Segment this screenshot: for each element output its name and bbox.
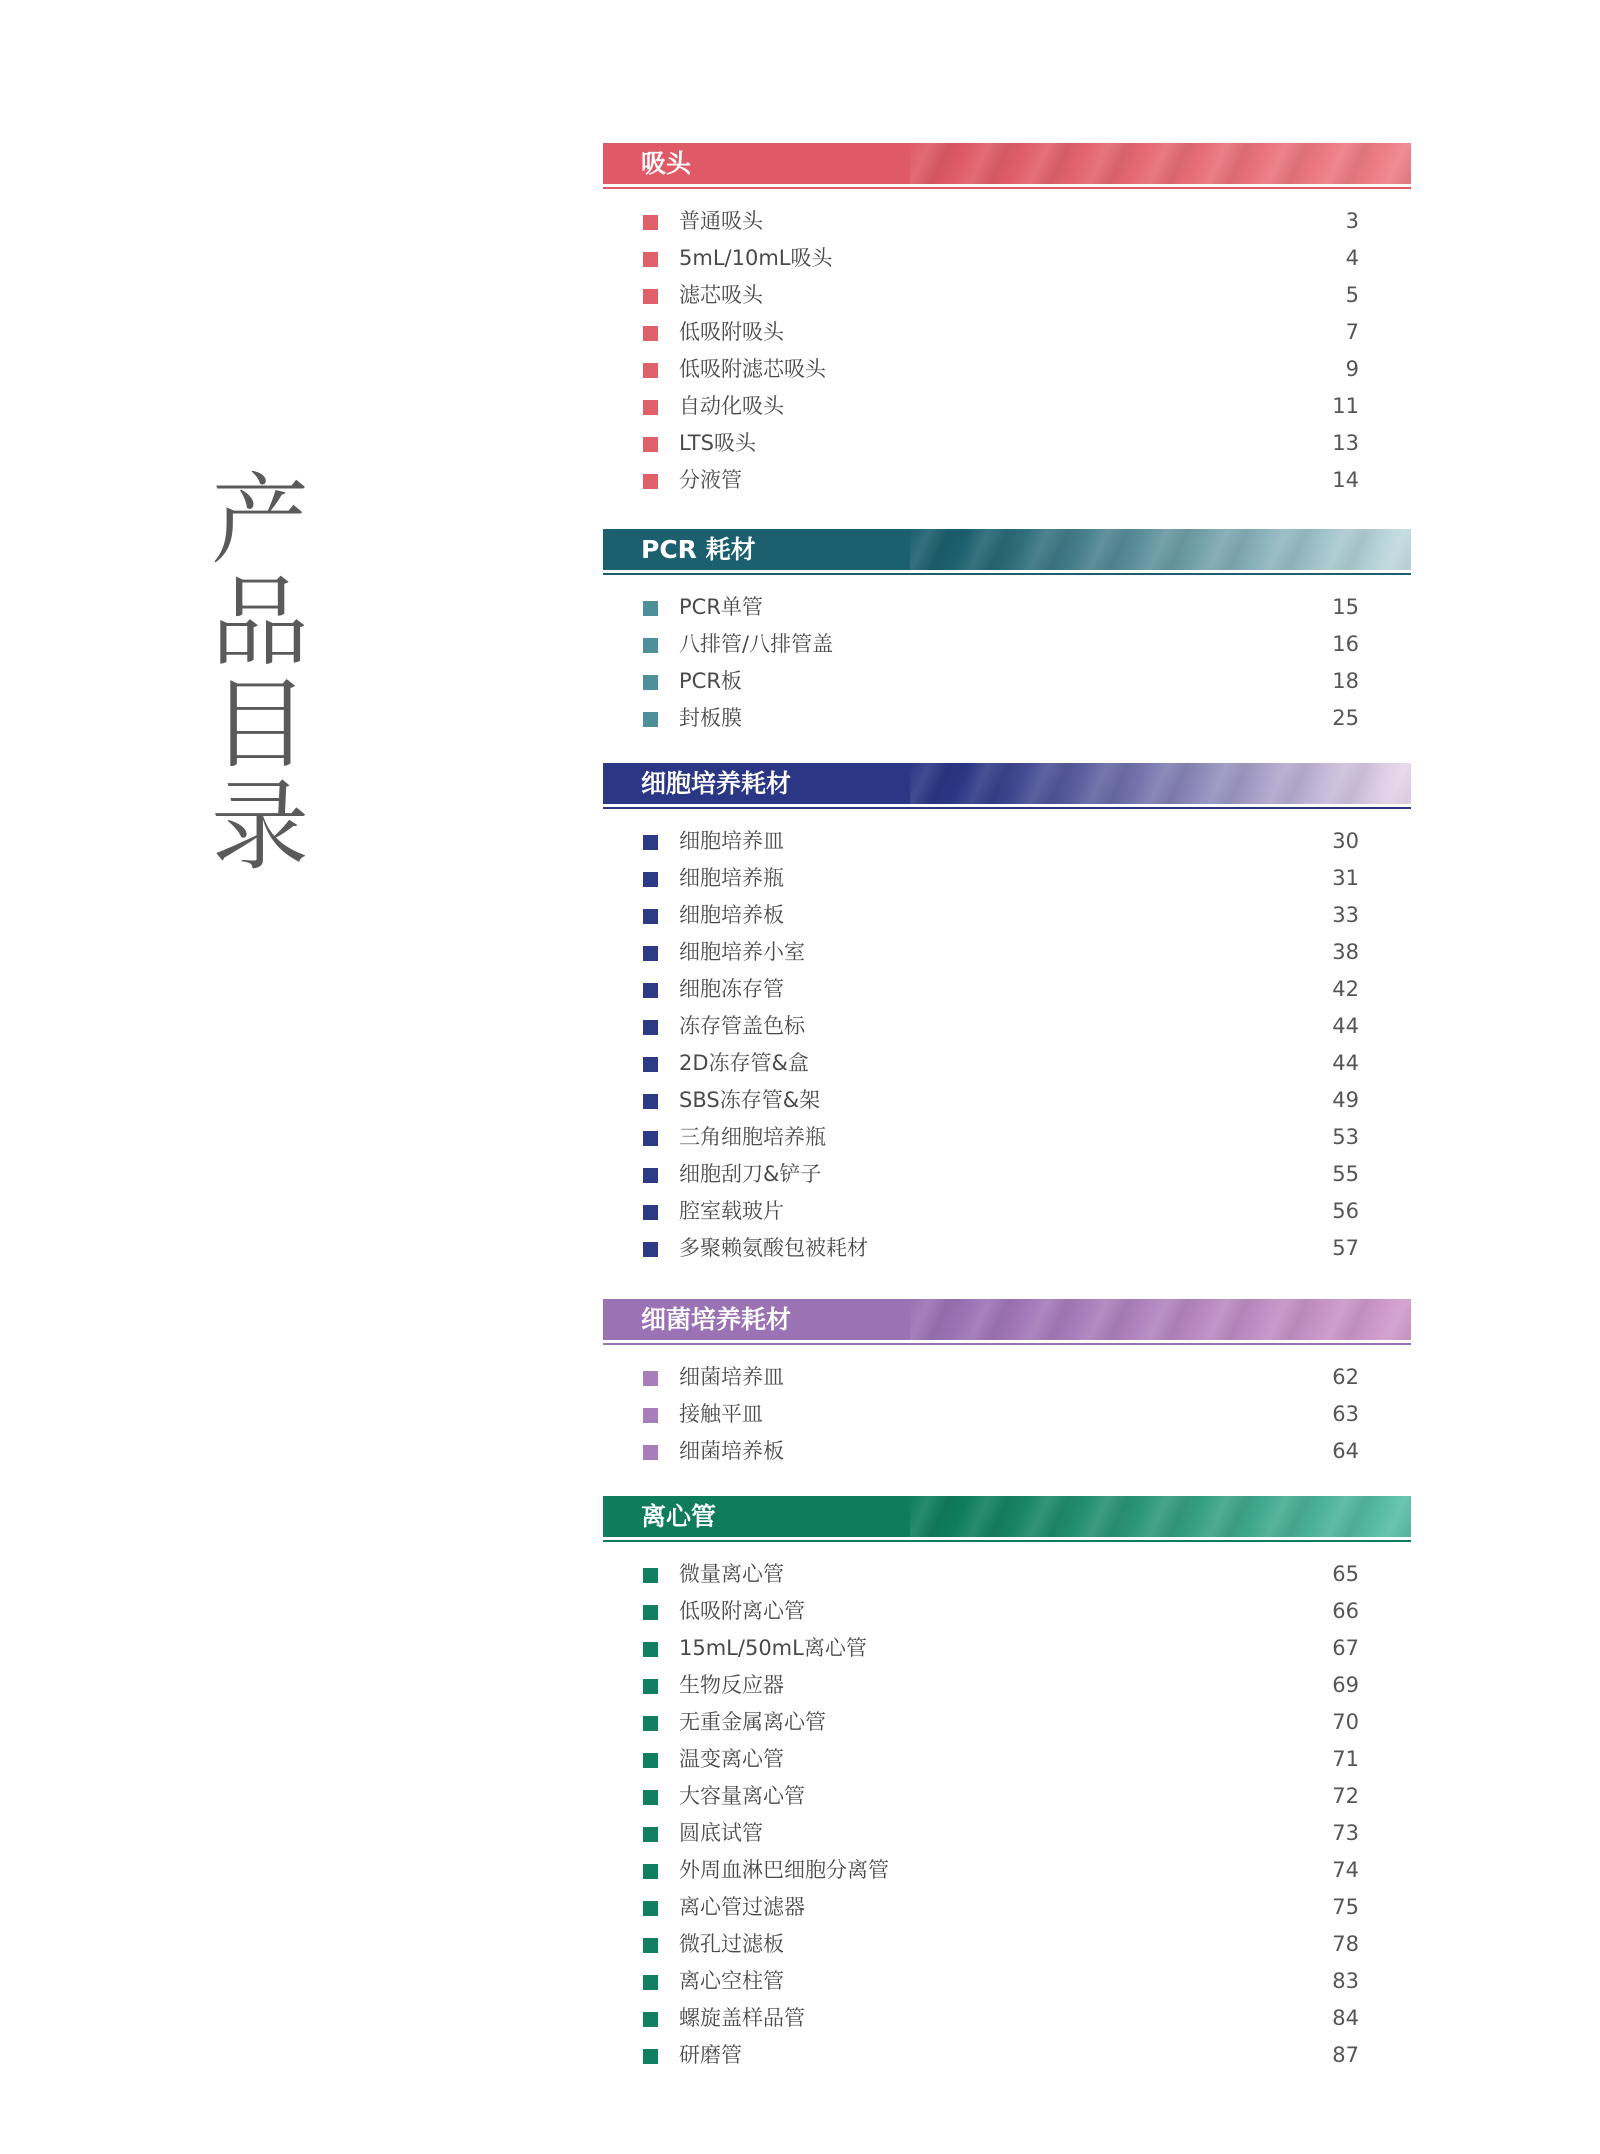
section-band-sheen	[910, 1299, 1411, 1340]
toc-entry	[603, 2000, 1411, 2037]
toc-entry-label: 5mL/10mL吸头	[679, 246, 833, 270]
toc-entry	[603, 700, 1411, 737]
square-bullet-icon	[643, 1790, 658, 1805]
toc-entry-label: 自动化吸头	[679, 394, 784, 418]
square-bullet-icon	[643, 1975, 658, 1990]
toc-entry-page-number: 75	[1332, 1895, 1359, 1919]
section-item-list	[603, 575, 1411, 763]
square-bullet-icon	[643, 601, 658, 616]
toc-entry-page-number: 49	[1332, 1088, 1359, 1112]
square-bullet-icon	[643, 1827, 658, 1842]
square-bullet-icon	[643, 326, 658, 341]
toc-entry-label: 细胞刮刀&铲子	[679, 1162, 822, 1186]
square-bullet-icon	[643, 289, 658, 304]
toc-entry-label: 分液管	[679, 468, 742, 492]
toc-entry-label: 细菌培养板	[679, 1439, 784, 1463]
section-item-list	[603, 1345, 1411, 1496]
toc-entry	[603, 1704, 1411, 1741]
section-title: 细菌培养耗材	[641, 1305, 792, 1334]
square-bullet-icon	[643, 1568, 658, 1583]
toc-entry	[603, 1230, 1411, 1267]
toc-entry	[603, 860, 1411, 897]
toc-entry	[603, 1156, 1411, 1193]
toc-entry-label: 15mL/50mL离心管	[679, 1636, 867, 1660]
toc-entry	[603, 1359, 1411, 1396]
toc-entry-label: 生物反应器	[679, 1673, 784, 1697]
toc-entry	[603, 1433, 1411, 1470]
square-bullet-icon	[643, 983, 658, 998]
toc-entry-page-number: 64	[1332, 1439, 1359, 1463]
toc-entry	[603, 1741, 1411, 1778]
square-bullet-icon	[643, 909, 658, 924]
toc-entry-label: PCR单管	[679, 595, 763, 619]
square-bullet-icon	[643, 474, 658, 489]
toc-entry-page-number: 66	[1332, 1599, 1359, 1623]
toc-entry-page-number: 87	[1332, 2043, 1359, 2067]
toc-entry-label: 细菌培养皿	[679, 1365, 784, 1389]
section-band-sheen	[910, 143, 1411, 184]
square-bullet-icon	[643, 1679, 658, 1694]
toc-entry-label: 细胞培养瓶	[679, 866, 784, 890]
section-title: 离心管	[641, 1502, 717, 1531]
toc-entry-label: 普通吸头	[679, 209, 763, 233]
toc-entry	[603, 1593, 1411, 1630]
toc-entry	[603, 1193, 1411, 1230]
square-bullet-icon	[643, 872, 658, 887]
toc-entry-label: 细胞培养小室	[679, 940, 805, 964]
section-header-band	[603, 143, 1411, 184]
toc-entry-page-number: 69	[1332, 1673, 1359, 1697]
toc-entry-label: 大容量离心管	[679, 1784, 805, 1808]
toc-entry	[603, 1045, 1411, 1082]
toc-entry-page-number: 84	[1332, 2006, 1359, 2030]
toc-entry-page-number: 73	[1332, 1821, 1359, 1845]
toc-entry	[603, 626, 1411, 663]
toc-entry-page-number: 74	[1332, 1858, 1359, 1882]
toc-entry-page-number: 13	[1332, 431, 1359, 455]
square-bullet-icon	[643, 400, 658, 415]
section-item-list	[603, 809, 1411, 1299]
square-bullet-icon	[643, 2049, 658, 2064]
toc-section	[603, 529, 1411, 763]
toc-entry	[603, 823, 1411, 860]
section-header-band	[603, 1496, 1411, 1537]
toc-entry-page-number: 7	[1345, 320, 1359, 344]
toc-entry-page-number: 57	[1332, 1236, 1359, 1260]
toc-entry	[603, 1815, 1411, 1852]
toc-entry-label: 冻存管盖色标	[679, 1014, 805, 1038]
section-band-sheen	[910, 1496, 1411, 1537]
toc-section	[603, 1299, 1411, 1496]
toc-entry	[603, 314, 1411, 351]
toc-entry-page-number: 5	[1345, 283, 1359, 307]
square-bullet-icon	[643, 1020, 658, 1035]
toc-entry-label: PCR板	[679, 669, 742, 693]
section-title: 吸头	[641, 149, 692, 178]
toc-entry	[603, 462, 1411, 499]
section-header-band	[603, 1299, 1411, 1340]
toc-entry	[603, 663, 1411, 700]
toc-section	[603, 1496, 1411, 2074]
square-bullet-icon	[643, 1057, 658, 1072]
toc-entry	[603, 1119, 1411, 1156]
toc-entry-label: 三角细胞培养瓶	[679, 1125, 826, 1149]
toc-entry-page-number: 4	[1345, 246, 1359, 270]
toc-entry-page-number: 42	[1332, 977, 1359, 1001]
toc-entry-page-number: 11	[1332, 394, 1359, 418]
page-title-char: 目	[210, 668, 309, 782]
toc-entry-label: LTS吸头	[679, 431, 756, 455]
toc-entry	[603, 203, 1411, 240]
toc-entry-page-number: 15	[1332, 595, 1359, 619]
toc-entry	[603, 1926, 1411, 1963]
toc-entry-page-number: 44	[1332, 1014, 1359, 1038]
toc-entry	[603, 1556, 1411, 1593]
toc-entry-label: 低吸附吸头	[679, 320, 784, 344]
toc-entry	[603, 1667, 1411, 1704]
square-bullet-icon	[643, 1371, 658, 1386]
square-bullet-icon	[643, 638, 658, 653]
page-title	[210, 464, 310, 884]
toc-entry-label: 细胞培养板	[679, 903, 784, 927]
square-bullet-icon	[643, 2012, 658, 2027]
square-bullet-icon	[643, 1205, 658, 1220]
square-bullet-icon	[643, 252, 658, 267]
toc-entry-page-number: 71	[1332, 1747, 1359, 1771]
toc-section	[603, 143, 1411, 529]
toc-entry-label: 低吸附滤芯吸头	[679, 357, 826, 381]
toc-entry	[603, 1008, 1411, 1045]
toc-entry-page-number: 53	[1332, 1125, 1359, 1149]
toc-entry-label: 微孔过滤板	[679, 1932, 784, 1956]
toc-entry	[603, 971, 1411, 1008]
square-bullet-icon	[643, 712, 658, 727]
square-bullet-icon	[643, 1445, 658, 1460]
toc-entry	[603, 240, 1411, 277]
toc-entry-label: 低吸附离心管	[679, 1599, 805, 1623]
square-bullet-icon	[643, 1242, 658, 1257]
toc-entry-label: 外周血淋巴细胞分离管	[679, 1858, 889, 1882]
section-header-band	[603, 763, 1411, 804]
square-bullet-icon	[643, 1901, 658, 1916]
section-header-band	[603, 529, 1411, 570]
toc-entry-page-number: 16	[1332, 632, 1359, 656]
square-bullet-icon	[643, 1938, 658, 1953]
toc-entry	[603, 2037, 1411, 2074]
toc-entry-page-number: 70	[1332, 1710, 1359, 1734]
section-band-sheen	[910, 529, 1411, 570]
toc-entry	[603, 1778, 1411, 1815]
toc-entry-page-number: 25	[1332, 706, 1359, 730]
table-of-contents	[603, 143, 1411, 2074]
toc-entry-label: SBS冻存管&架	[679, 1088, 821, 1112]
square-bullet-icon	[643, 1753, 658, 1768]
toc-entry-page-number: 18	[1332, 669, 1359, 693]
square-bullet-icon	[643, 1642, 658, 1657]
square-bullet-icon	[643, 1716, 658, 1731]
square-bullet-icon	[643, 1864, 658, 1879]
toc-entry-page-number: 63	[1332, 1402, 1359, 1426]
toc-entry-label: 多聚赖氨酸包被耗材	[679, 1236, 868, 1260]
toc-entry-page-number: 62	[1332, 1365, 1359, 1389]
toc-entry-page-number: 14	[1332, 468, 1359, 492]
toc-entry-page-number: 65	[1332, 1562, 1359, 1586]
toc-entry-label: 螺旋盖样品管	[679, 2006, 805, 2030]
page-title-char: 产	[210, 464, 309, 578]
section-item-list	[603, 1542, 1411, 2074]
square-bullet-icon	[643, 675, 658, 690]
page-title-char: 录	[210, 770, 309, 884]
toc-entry-label: 滤芯吸头	[679, 283, 763, 307]
toc-entry	[603, 1852, 1411, 1889]
toc-entry-page-number: 30	[1332, 829, 1359, 853]
toc-entry-label: 温变离心管	[679, 1747, 784, 1771]
toc-entry-label: 圆底试管	[679, 1821, 763, 1845]
toc-entry-label: 细胞冻存管	[679, 977, 784, 1001]
toc-entry-page-number: 9	[1345, 357, 1359, 381]
toc-entry	[603, 351, 1411, 388]
toc-entry	[603, 1963, 1411, 2000]
toc-entry-label: 腔室载玻片	[679, 1199, 784, 1223]
toc-entry-label: 离心空柱管	[679, 1969, 784, 1993]
toc-entry-page-number: 44	[1332, 1051, 1359, 1075]
square-bullet-icon	[643, 363, 658, 378]
toc-entry	[603, 897, 1411, 934]
toc-entry-page-number: 67	[1332, 1636, 1359, 1660]
toc-entry-page-number: 56	[1332, 1199, 1359, 1223]
toc-entry-page-number: 38	[1332, 940, 1359, 964]
toc-entry-label: 微量离心管	[679, 1562, 784, 1586]
section-band-sheen	[910, 763, 1411, 804]
toc-entry	[603, 277, 1411, 314]
toc-entry-page-number: 33	[1332, 903, 1359, 927]
toc-entry-label: 研磨管	[679, 2043, 742, 2067]
toc-entry	[603, 1082, 1411, 1119]
toc-entry	[603, 1889, 1411, 1926]
square-bullet-icon	[643, 215, 658, 230]
square-bullet-icon	[643, 1094, 658, 1109]
toc-entry	[603, 1396, 1411, 1433]
page-title-char: 品	[210, 566, 309, 680]
toc-entry-label: 2D冻存管&盒	[679, 1051, 809, 1075]
toc-entry-label: 离心管过滤器	[679, 1895, 805, 1919]
toc-entry-label: 无重金属离心管	[679, 1710, 826, 1734]
toc-section	[603, 763, 1411, 1299]
section-item-list	[603, 189, 1411, 529]
toc-entry-label: 细胞培养皿	[679, 829, 784, 853]
square-bullet-icon	[643, 835, 658, 850]
toc-entry-label: 八排管/八排管盖	[679, 632, 834, 656]
toc-entry	[603, 1630, 1411, 1667]
square-bullet-icon	[643, 1168, 658, 1183]
toc-entry-page-number: 83	[1332, 1969, 1359, 1993]
toc-entry-page-number: 31	[1332, 866, 1359, 890]
toc-entry-page-number: 3	[1345, 209, 1359, 233]
toc-entry	[603, 934, 1411, 971]
toc-entry	[603, 388, 1411, 425]
section-title: 细胞培养耗材	[641, 769, 792, 798]
section-title: PCR 耗材	[641, 535, 756, 564]
square-bullet-icon	[643, 437, 658, 452]
toc-entry-page-number: 55	[1332, 1162, 1359, 1186]
square-bullet-icon	[643, 946, 658, 961]
toc-entry	[603, 425, 1411, 462]
square-bullet-icon	[643, 1605, 658, 1620]
square-bullet-icon	[643, 1408, 658, 1423]
toc-entry-label: 封板膜	[679, 706, 742, 730]
square-bullet-icon	[643, 1131, 658, 1146]
toc-entry	[603, 589, 1411, 626]
toc-entry-page-number: 78	[1332, 1932, 1359, 1956]
toc-entry-label: 接触平皿	[679, 1402, 763, 1426]
toc-entry-page-number: 72	[1332, 1784, 1359, 1808]
